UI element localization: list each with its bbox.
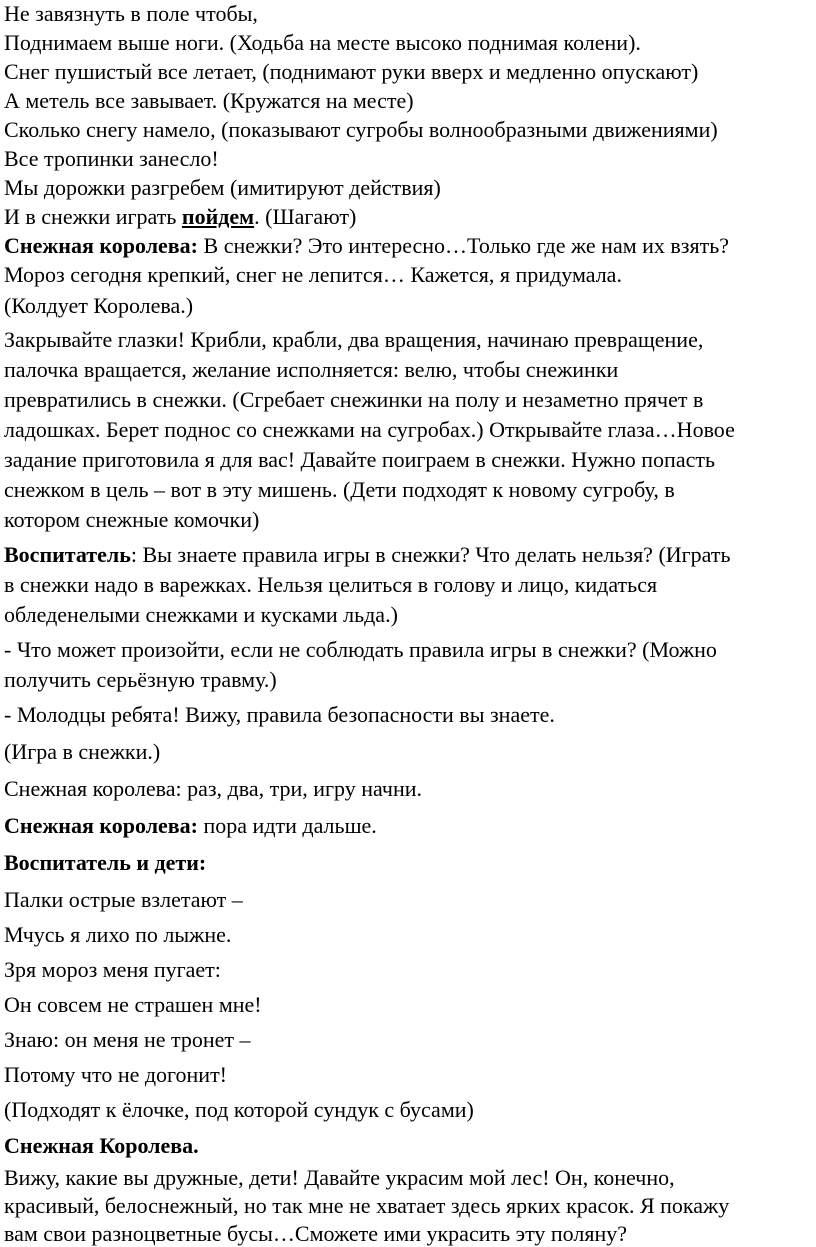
poem-line: Поднимаем выше ноги. (Ходьба на месте высоко поднимая колени). xyxy=(4,30,641,55)
dialogue-line xyxy=(4,812,377,840)
speaker-name: Снежная королева: xyxy=(4,233,199,258)
dialogue-line xyxy=(4,541,731,569)
paragraph-line: ладошках. Берет поднос со снежками на сугробах.) Открывайте глаза…Новое xyxy=(4,417,735,442)
speaker-heading xyxy=(4,849,206,877)
speaker-name: Воспитатель и дети: xyxy=(4,850,207,875)
underlined-word: пойдем xyxy=(181,204,255,229)
dialogue-line: в снежки надо в варежках. Нельзя целиться в голову и лицо, кидаться xyxy=(4,572,658,597)
poem-line: Снег пушистый все летает, (поднимают руки вверх и медленно опускают) xyxy=(4,59,699,84)
poem-line: Сколько снегу намело, (показывают сугробы волнообразными движениями) xyxy=(4,117,718,142)
speaker-name: Снежная королева: xyxy=(4,813,199,838)
poem-line: А метель все завывает. (Кружатся на месте) xyxy=(4,88,414,113)
stage-direction: (Подходят к ёлочке, под которой сундук с бусами) xyxy=(4,1097,474,1122)
dialogue-line: обледенелыми снежками и кусками льда.) xyxy=(4,602,398,627)
poem-text: . (Шагают) xyxy=(254,204,357,229)
poem-line xyxy=(4,203,356,231)
stage-direction: (Игра в снежки.) xyxy=(4,739,161,764)
poem-text: И в снежки играть xyxy=(4,204,182,229)
paragraph-line: котором снежные комочки) xyxy=(4,507,260,532)
paragraph-line: превратились в снежки. (Сгребает снежинки на полу и незаметно прячет в xyxy=(4,387,704,412)
speaker-name: Воспитатель xyxy=(4,542,131,567)
poem-line: Мы дорожки разгребем (имитируют действия) xyxy=(4,175,441,200)
paragraph-line: красивый, белоснежный, но так мне не хватает здесь ярких красок. Я покажу xyxy=(4,1193,730,1218)
poem-line: Мчусь я лихо по лыжне. xyxy=(4,922,232,947)
dialogue-line: Мороз сегодня крепкий, снег не лепится… Кажется, я придумала. xyxy=(4,262,622,287)
speaker-name: Снежная Королева. xyxy=(4,1133,199,1158)
poem-line: Все тропинки занесло! xyxy=(4,146,219,171)
dialogue-text: В снежки? Это интересно…Только где же нам их взять? xyxy=(198,233,730,258)
poem-line: Знаю: он меня не тронет – xyxy=(4,1027,251,1052)
paragraph-line: Закрывайте глазки! Крибли, крабли, два вращения, начинаю превращение, xyxy=(4,327,704,352)
paragraph-line: задание приготовила я для вас! Давайте поиграем в снежки. Нужно попасть xyxy=(4,447,716,472)
paragraph-line: палочка вращается, желание исполняется: велю, чтобы снежинки xyxy=(4,357,619,382)
speaker-heading xyxy=(4,1132,199,1160)
poem-line: Потому что не догонит! xyxy=(4,1062,228,1087)
stage-direction: (Колдует Королева.) xyxy=(4,293,194,318)
dialogue-line: - Что может произойти, если не соблюдать правила игры в снежки? (Можно xyxy=(4,637,717,662)
poem-line: Он совсем не страшен мне! xyxy=(4,992,262,1017)
paragraph-line: Вижу, какие вы дружные, дети! Давайте украсим мой лес! Он, конечно, xyxy=(4,1165,675,1190)
dialogue-line xyxy=(4,232,729,260)
dialogue-line: - Молодцы ребята! Вижу, правила безопасности вы знаете. xyxy=(4,702,555,727)
paragraph-line: вам свои разноцветные бусы…Сможете ими украсить эту поляну? xyxy=(4,1221,628,1246)
poem-line: Зря мороз меня пугает: xyxy=(4,957,221,982)
dialogue-text: пора идти дальше. xyxy=(198,813,377,838)
dialogue-line: Снежная королева: раз, два, три, игру начни. xyxy=(4,776,423,801)
paragraph-line: снежком в цель – вот в эту мишень. (Дети подходят к новому сугробу, в xyxy=(4,477,675,502)
dialogue-line: получить серьёзную травму.) xyxy=(4,667,277,692)
poem-line: Не завязнуть в поле чтобы, xyxy=(4,1,258,26)
dialogue-text: : Вы знаете правила игры в снежки? Что делать нельзя? (Играть xyxy=(130,542,731,567)
poem-line: Палки острые взлетают – xyxy=(4,887,243,912)
